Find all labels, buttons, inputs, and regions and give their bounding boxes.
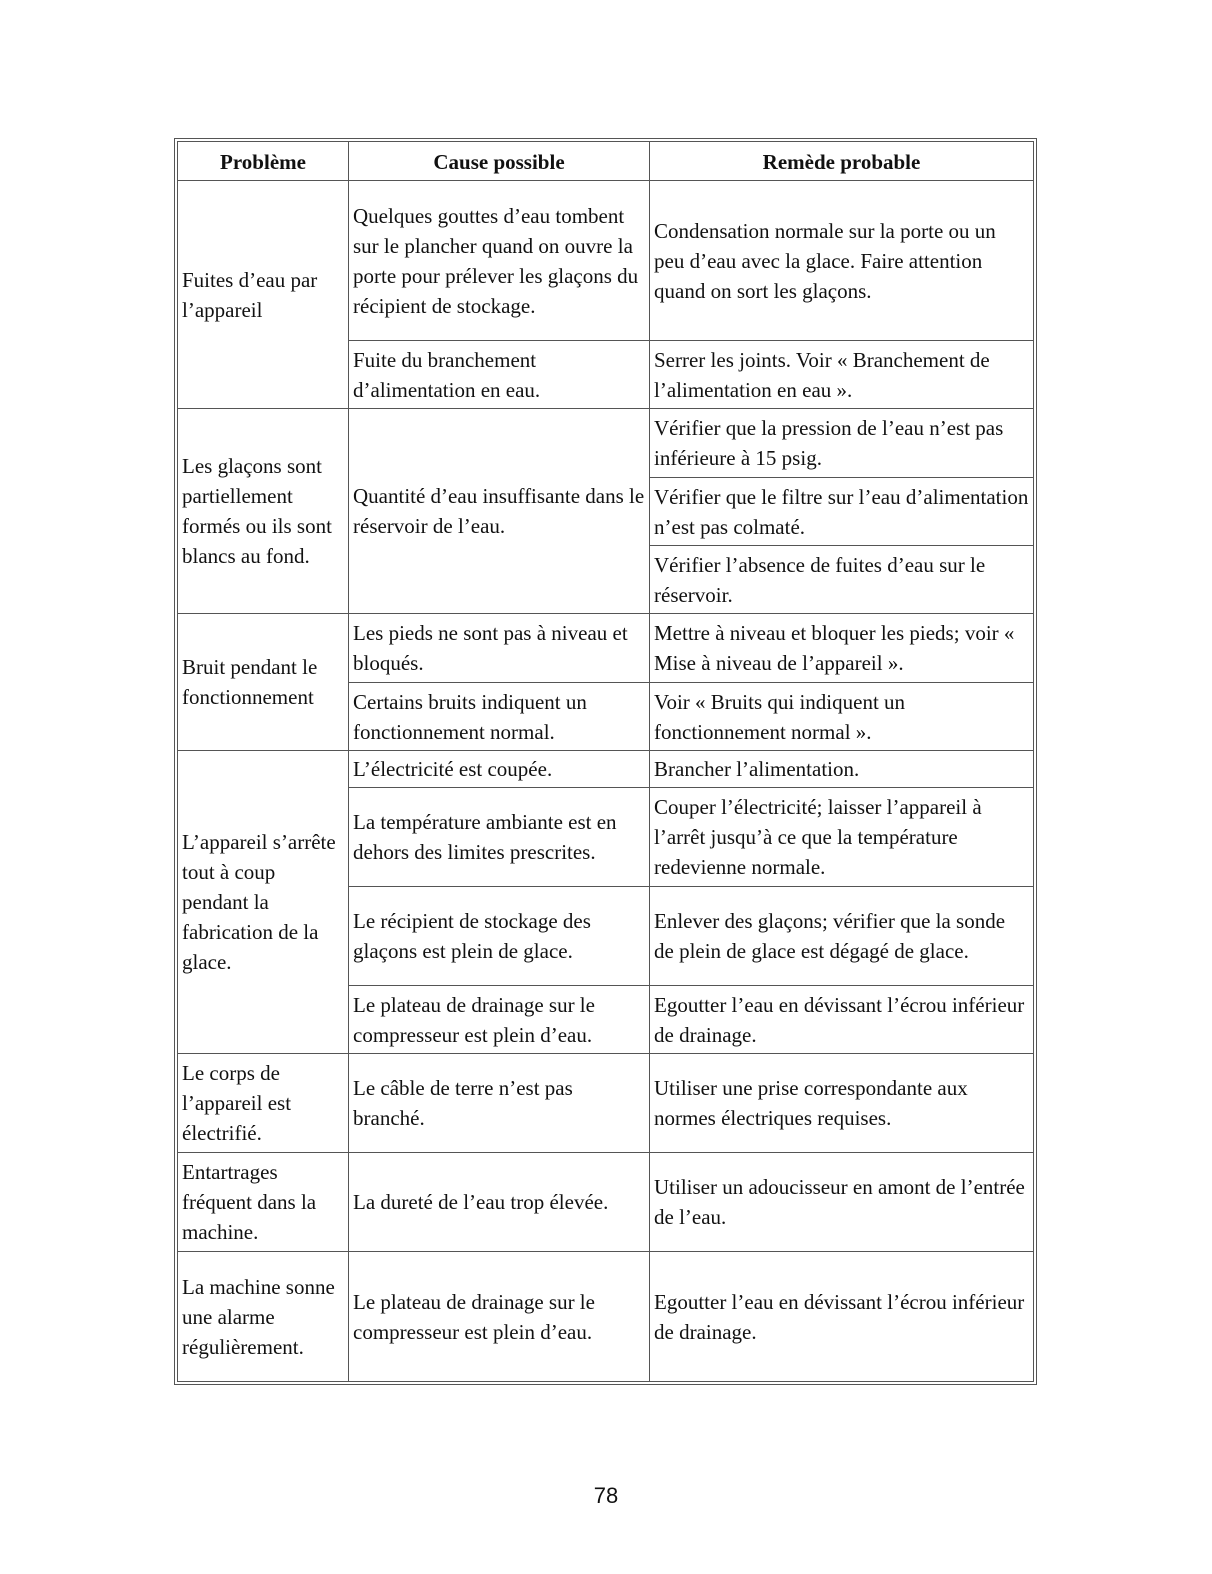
cause-cell: La dureté de l’eau trop élevée. xyxy=(349,1153,650,1252)
remedy-cell: Egoutter l’eau en dévissant l’écrou inférieur de drainage. xyxy=(650,986,1034,1054)
cause-cell: Le plateau de drainage sur le compresseur est plein d’eau. xyxy=(349,986,650,1054)
remedy-cell: Egoutter l’eau en dévissant l’écrou inférieur de drainage. xyxy=(650,1252,1034,1382)
table-row xyxy=(178,1054,1034,1153)
cause-cell: Le câble de terre n’est pas branché. xyxy=(349,1054,650,1153)
table-row xyxy=(178,614,1034,683)
table-row xyxy=(178,181,1034,341)
problem-cell: Bruit pendant le fonctionnement xyxy=(178,614,349,751)
cause-cell: Quantité d’eau insuffisante dans le réservoir de l’eau. xyxy=(349,409,650,614)
troubleshooting-table-frame xyxy=(174,138,1037,1385)
remedy-cell: Enlever des glaçons; vérifier que la sonde de plein de glace est dégagé de glace. xyxy=(650,887,1034,986)
header-cause: Cause possible xyxy=(349,142,650,181)
remedy-cell: Utiliser un adoucisseur en amont de l’entrée de l’eau. xyxy=(650,1153,1034,1252)
problem-cell: Fuites d’eau par l’appareil xyxy=(178,181,349,409)
table-header-row xyxy=(178,142,1034,181)
cause-cell: La température ambiante est en dehors des limites prescrites. xyxy=(349,788,650,887)
cause-cell: Quelques gouttes d’eau tombent sur le plancher quand on ouvre la porte pour prélever les glaçons du récipient de stockage. xyxy=(349,181,650,341)
table-row xyxy=(178,751,1034,788)
remedy-cell: Vérifier que le filtre sur l’eau d’alimentation n’est pas colmaté. xyxy=(650,478,1034,546)
problem-cell: Les glaçons sont partiellement formés ou ils sont blancs au fond. xyxy=(178,409,349,614)
table-row xyxy=(178,1252,1034,1382)
cause-cell: L’électricité est coupée. xyxy=(349,751,650,788)
problem-cell: L’appareil s’arrête tout à coup pendant la fabrication de la glace. xyxy=(178,751,349,1054)
remedy-cell: Vérifier l’absence de fuites d’eau sur le réservoir. xyxy=(650,546,1034,614)
remedy-cell: Serrer les joints. Voir « Branchement de l’alimentation en eau ». xyxy=(650,341,1034,409)
table-row xyxy=(178,1153,1034,1252)
cause-cell: Le plateau de drainage sur le compresseur est plein d’eau. xyxy=(349,1252,650,1382)
troubleshooting-table xyxy=(177,141,1034,1382)
remedy-cell: Brancher l’alimentation. xyxy=(650,751,1034,788)
remedy-cell: Utiliser une prise correspondante aux normes électriques requises. xyxy=(650,1054,1034,1153)
problem-cell: La machine sonne une alarme régulièrement. xyxy=(178,1252,349,1382)
header-problem: Problème xyxy=(178,142,349,181)
cause-cell: Certains bruits indiquent un fonctionnement normal. xyxy=(349,683,650,751)
cause-cell: Le récipient de stockage des glaçons est plein de glace. xyxy=(349,887,650,986)
problem-cell: Le corps de l’appareil est électrifié. xyxy=(178,1054,349,1153)
remedy-cell: Mettre à niveau et bloquer les pieds; voir « Mise à niveau de l’appareil ». xyxy=(650,614,1034,683)
problem-cell: Entartrages fréquent dans la machine. xyxy=(178,1153,349,1252)
remedy-cell: Vérifier que la pression de l’eau n’est pas inférieure à 15 psig. xyxy=(650,409,1034,478)
remedy-cell: Couper l’électricité; laisser l’appareil à l’arrêt jusqu’à ce que la température redevienne normale. xyxy=(650,788,1034,887)
remedy-cell: Voir « Bruits qui indiquent un fonctionnement normal ». xyxy=(650,683,1034,751)
header-remedy: Remède probable xyxy=(650,142,1034,181)
page-number: 78 xyxy=(593,1483,619,1508)
cause-cell: Fuite du branchement d’alimentation en eau. xyxy=(349,341,650,409)
remedy-cell: Condensation normale sur la porte ou un peu d’eau avec la glace. Faire attention quand on sort les glaçons. xyxy=(650,181,1034,341)
cause-cell: Les pieds ne sont pas à niveau et bloqués. xyxy=(349,614,650,683)
table-row xyxy=(178,409,1034,478)
